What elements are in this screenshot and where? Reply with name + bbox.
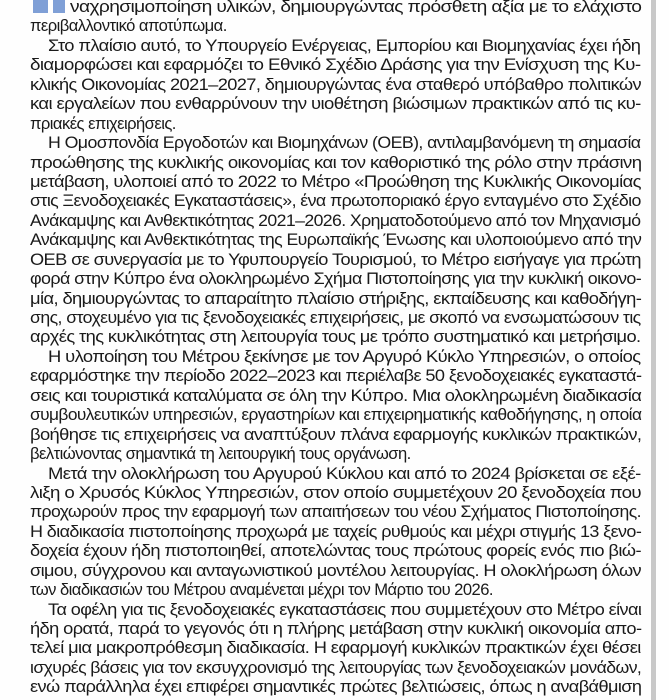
text-line: Τα οφέλη για τις ξενοδοχειακές εγκαταστάσεις που συμμετέχουν στο Μέτρο είναι	[48, 599, 642, 619]
text-line: περιβαλλοντικό αποτύπωμα.	[30, 16, 227, 36]
paragraph	[30, 0, 641, 36]
text-line: διαμορφώσει και εφαρμόζει το Εθνικό Σχέδιο Δράσης για την Ενίσχυση της Κυ-	[30, 55, 641, 75]
text-line: και εργαλείων που ενθαρρύνουν την υιοθέτηση βιώσιμων πρακτικών από τις κυ-	[30, 94, 641, 114]
text-line: κλικής Οικονομίας 2021–2027, δημιουργώντας ένα σταθερό υπόβαθρο πολιτικών	[30, 74, 642, 94]
text-line: μία, δημιουργώντας το απαραίτητο πλαίσιο στήριξης, εκπαίδευσης και καθοδήγη-	[30, 288, 642, 308]
text-line: στις Ξενοδοχειακές Εγκαταστάσεις», ένα πρωτοποριακό έργο ενταγμένο στο Σχέδιο	[30, 191, 641, 211]
text-line: σης, στοχευμένο για τις ξενοδοχειακές επιχειρήσεις, με σκοπό να ενσωματώσουν τις	[30, 308, 641, 327]
text-line: δοχεία έχουν ήδη πιστοποιηθεί, αποτελώντας τους πρώτους φορείς ενός πιο βιώ-	[30, 541, 641, 561]
paragraph	[30, 36, 641, 133]
text-line: ισχυρές βάσεις για τον εκσυγχρονισμό της λειτουργίας των ξενοδοχειακών μονάδων,	[30, 657, 642, 677]
text-line: Ανάκαμψης και Ανθεκτικότητας 2021–2026. Χρηματοδοτούμενο από τον Μηχανισμό	[30, 210, 641, 230]
paragraph	[30, 133, 641, 347]
text-line: βοήθησε τις επιχειρήσεις να αναπτύξουν πλάνα εφαρμογής κυκλικών πρακτικών,	[30, 424, 642, 444]
text-line: ναχρησιμοποίηση υλικών, δημιουργώντας πρόσθετη αξία με το ελάχιστο	[70, 0, 642, 16]
text-line: πριακές επιχειρήσεις.	[30, 113, 176, 133]
text-line: των διαδικασιών του Μέτρου αναμένεται μέχρι τον Μάρτιο του 2026.	[30, 580, 493, 600]
text-line: εφαρμόστηκε την περίοδο 2022–2023 και περιέλαβε 50 ξενοδοχειακές εγκαταστά-	[30, 366, 642, 386]
text-line: ενώ παράλληλα έχει επιφέρει σημαντικές πρώτες βελτιώσεις, όπως η αναβάθμιση	[30, 677, 642, 697]
text-line: αρχές της κυκλικότητας στη λειτουργία τους με τρόπο συστηματικό και μετρήσιμο.	[30, 327, 641, 347]
paragraph	[30, 600, 641, 697]
text-line: Ανάκαμψης και Ανθεκτικότητας της Ευρωπαϊκής Ένωσης και υλοποιούμενο από την	[30, 230, 642, 250]
text-line: ήδη ορατά, παρά το γεγονός ότι η πλήρης μετάβαση στην κυκλική οικονομία απο-	[30, 619, 642, 638]
text-line: τελεί μια μακροπρόθεσμη διαδικασία. Η εφαρμογή κυκλικών πρακτικών έχει θέσει	[30, 638, 641, 658]
text-line: φορά στην Κύπρο ένα ολοκληρωμένο Σχήμα Πιστοποίησης για την κυκλική οικονο-	[30, 269, 642, 289]
text-line: συμβουλευτικών υπηρεσιών, εργαστηρίων και επιχειρηματικής καθοδήγησης, η οποία	[30, 405, 642, 425]
text-line: προώθησης της κυκλικής οικονομίας και τον καθοριστικό της ρόλο στην πράσινη	[30, 152, 642, 172]
article-column	[30, 0, 641, 697]
paragraph	[30, 347, 641, 464]
text-line: Η Ομοσπονδία Εργοδοτών και Βιομηχάνων (ΟΕΒ), αντιλαμβανόμενη τη σημασία	[48, 133, 641, 153]
text-line: Η υλοποίηση του Μέτρου ξεκίνησε με τον Αργυρό Κύκλο Υπηρεσιών, ο οποίος	[48, 346, 641, 366]
paragraph	[30, 464, 641, 600]
text-line: Στο πλαίσιο αυτό, το Υπουργείο Ενέργειας, Εμπορίου και Βιομηχανίας έχει ήδη	[48, 35, 641, 55]
text-line: Η διαδικασία πιστοποίησης προχωρά με ταχείς ρυθμούς και μέχρι στιγμής 13 ξενο-	[30, 521, 642, 541]
text-line: βελτιώνοντας σημαντικά τη λειτουργική τους οργάνωση.	[30, 444, 411, 464]
text-line: σιμου, σύγχρονου και ανταγωνιστικού μοντέλου λειτουργίας. Η ολοκλήρωση όλων	[30, 560, 642, 580]
text-line: ΟΕΒ σε συνεργασία με το Υφυπουργείο Τουρισμού, το Μέτρο εισήγαγε για πρώτη	[30, 249, 641, 269]
text-line: λιξη ο Χρυσός Κύκλος Υπηρεσιών, στον οποίο συμμετέχουν 20 ξενοδοχεία που	[30, 482, 642, 502]
text-line: μετάβαση, υλοποιεί από το 2022 το Μέτρο «Προώθηση της Κυκλικής Οικονομίας	[30, 171, 641, 191]
text-line: Μετά την ολοκλήρωση του Αργυρού Κύκλου και από το 2024 βρίσκεται σε εξέ-	[48, 463, 641, 483]
text-line: σεις και τουριστικά καταλύματα σε όλη την Κύπρο. Μια ολοκληρωμένη διαδικασία	[30, 385, 642, 405]
text-line: προχωρούν προς την εφαρμογή των απαιτήσεων του νέου Σχήματος Πιστοποίησης.	[30, 502, 641, 522]
